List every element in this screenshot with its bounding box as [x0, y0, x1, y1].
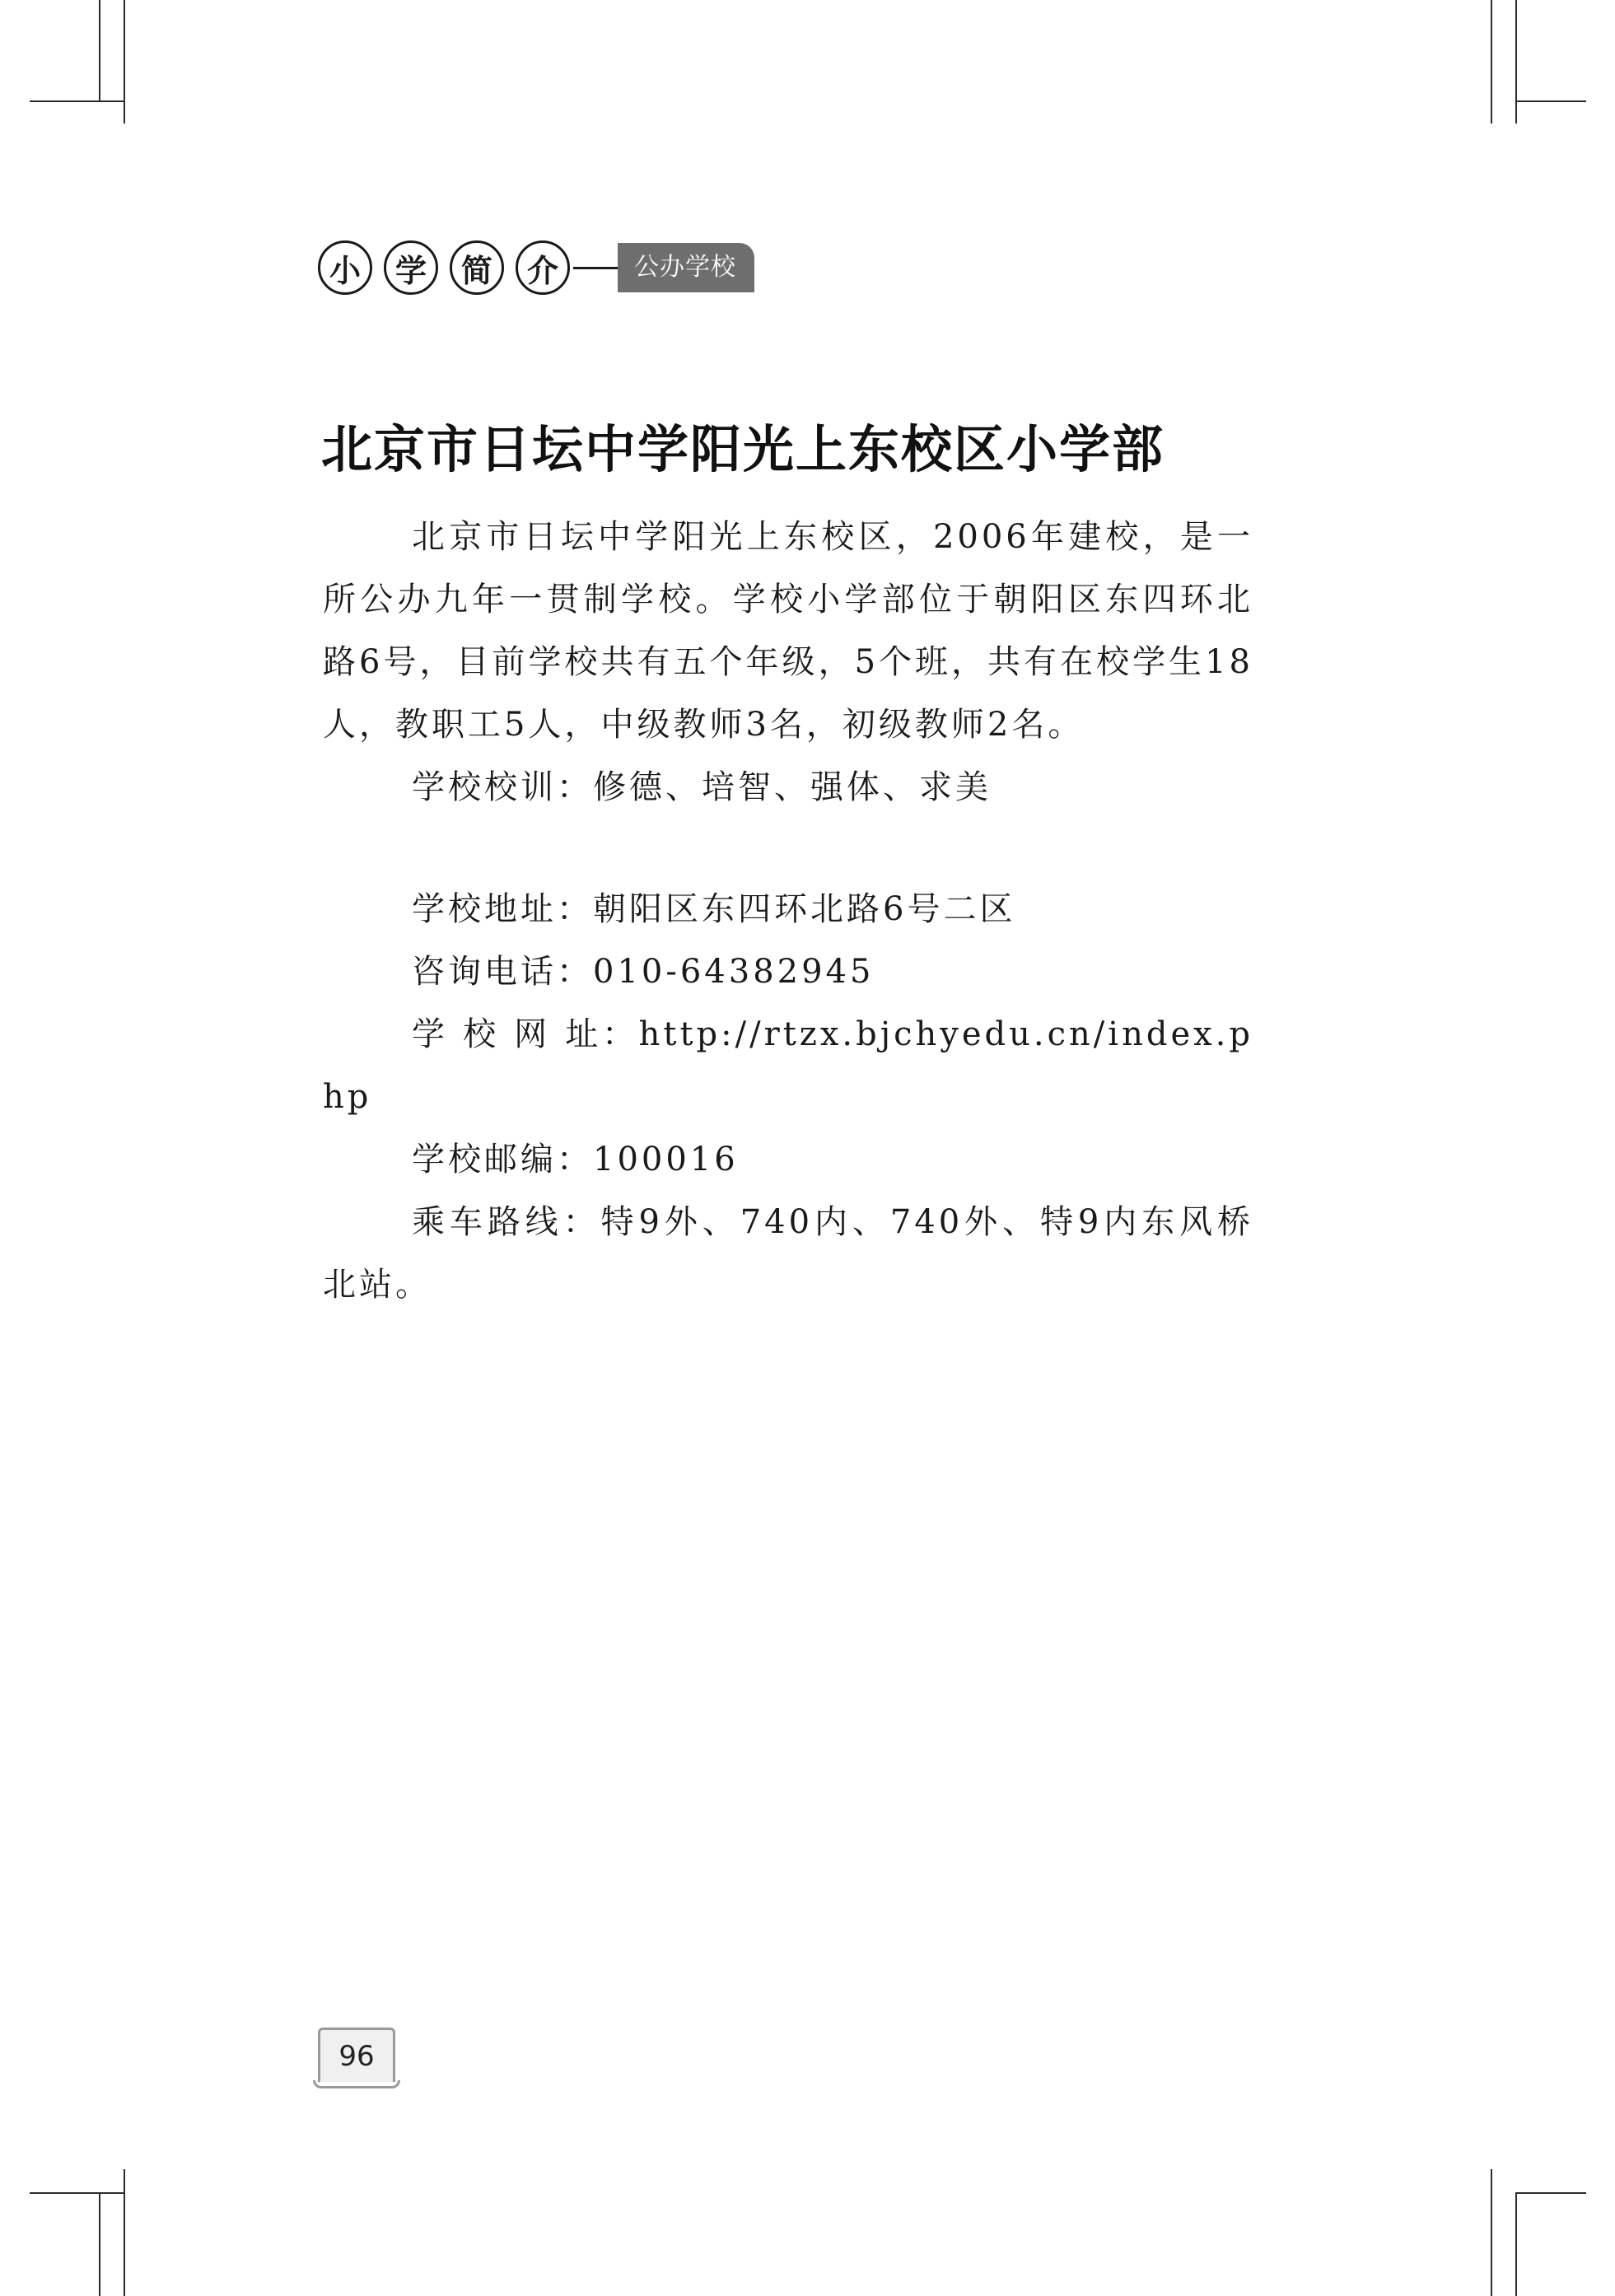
- crop-mark: [30, 100, 124, 102]
- crop-mark: [30, 2192, 124, 2194]
- crop-mark: [99, 0, 100, 100]
- phone-line: 咨询电话：010-64382945: [412, 953, 875, 991]
- crop-mark: [124, 0, 125, 124]
- page-number: 96: [318, 2028, 395, 2082]
- motto-paragraph: 学校校训：修德、培智、强体、求美: [412, 768, 992, 806]
- section-header: [318, 236, 754, 300]
- page-title: 北京市日坛中学阳光上东校区小学部: [321, 419, 1165, 479]
- crop-mark: [1515, 100, 1586, 102]
- header-connector-line: [573, 267, 618, 269]
- postcode-line: 学校邮编：100016: [412, 1141, 739, 1178]
- book-icon: [313, 2080, 400, 2088]
- crop-mark: [1491, 2169, 1492, 2296]
- bus-route-line: 乘车路线：特9外、740内、740外、特9内东风桥北站。: [323, 1203, 1253, 1304]
- crop-mark: [1515, 0, 1517, 124]
- crop-mark: [99, 2192, 100, 2296]
- website-line: 学 校 网 址：http://rtzx.bjchyedu.cn/index.php: [323, 1015, 1253, 1116]
- address-line: 学校地址：朝阳区东四环北路6号二区: [412, 890, 1016, 928]
- spacer: [323, 819, 1253, 878]
- circled-char: 简: [450, 240, 504, 295]
- crop-mark: [1515, 2192, 1517, 2296]
- article-body: [323, 506, 1253, 1316]
- circled-char: 介: [516, 240, 570, 295]
- crop-mark: [1491, 0, 1492, 124]
- circled-char: 小: [318, 240, 372, 295]
- crop-mark: [124, 2169, 125, 2296]
- category-tag: 公办学校: [618, 243, 754, 292]
- crop-mark: [1515, 2192, 1586, 2194]
- circled-char: 学: [384, 240, 438, 295]
- intro-paragraph: 北京市日坛中学阳光上东校区，2006年建校，是一所公办九年一贯制学校。学校小学部位于朝阳区东四环北路6号，目前学校共有五个年级，5个班，共有在校学生18人，教职工5人，中级教师3名，初级教师2名。: [323, 518, 1253, 744]
